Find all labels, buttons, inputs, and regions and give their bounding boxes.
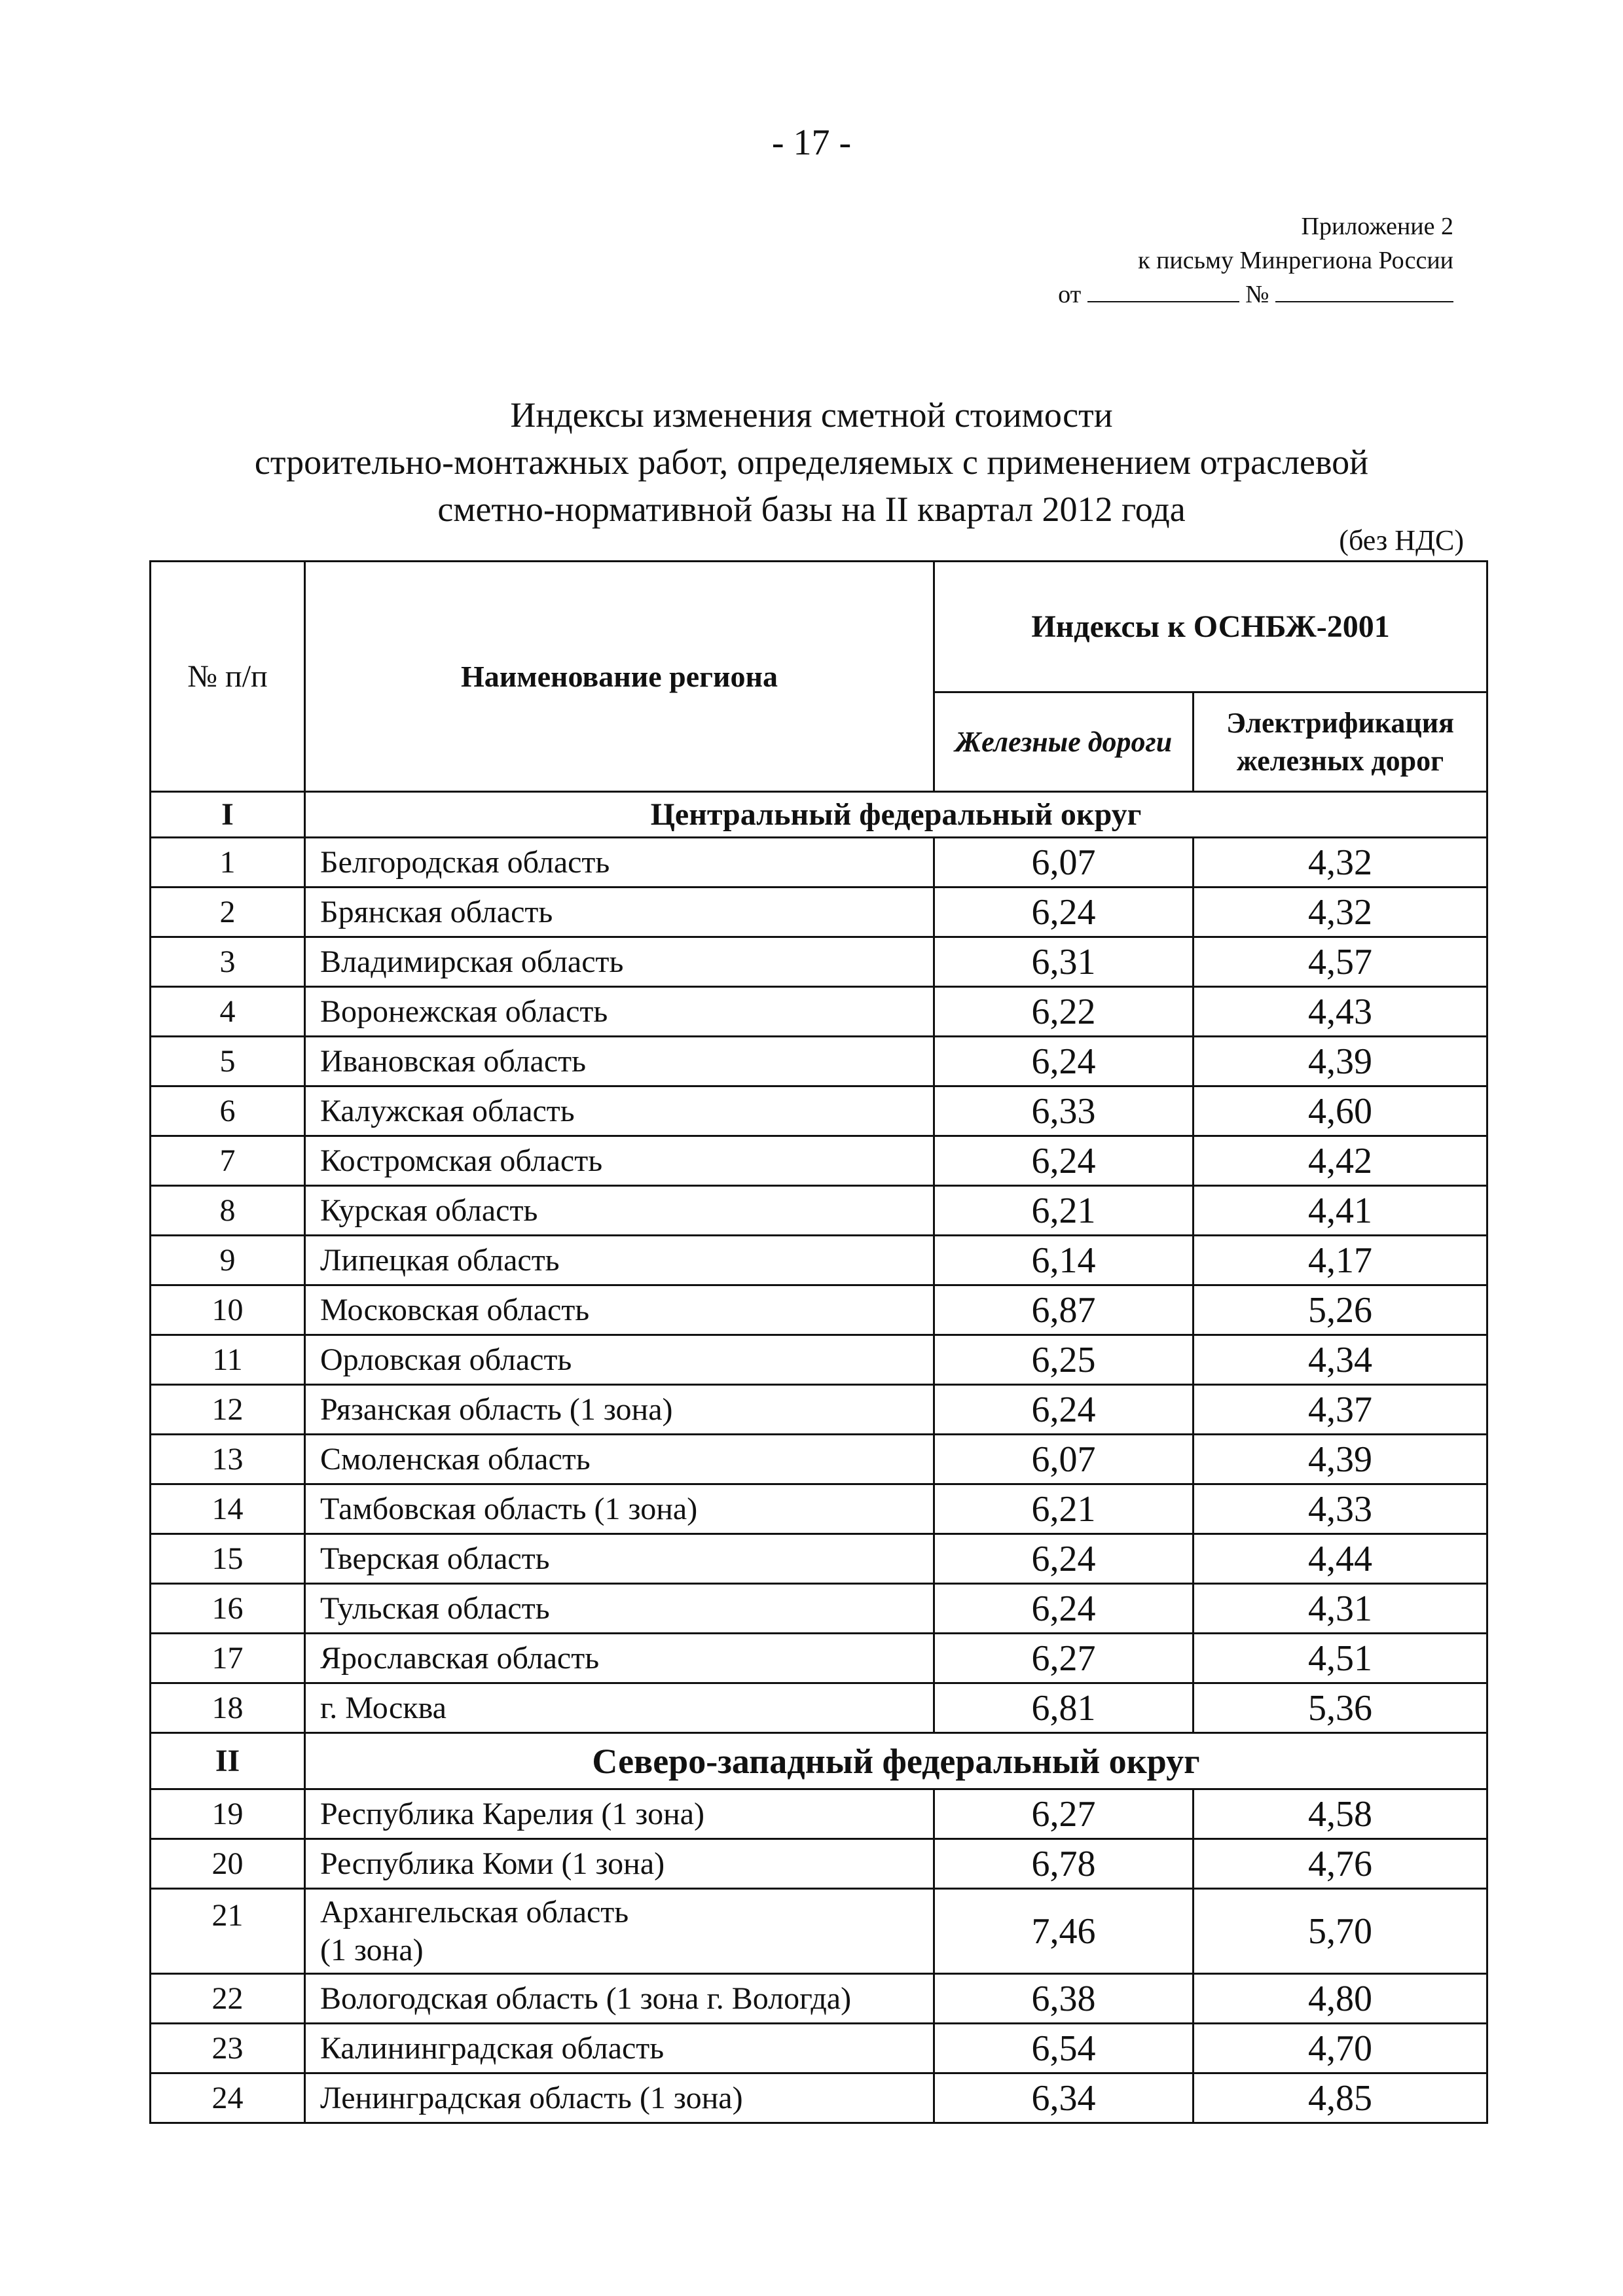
railway-index: 6,25 — [934, 1335, 1194, 1385]
region-name: Курская область — [305, 1186, 934, 1236]
table-row — [151, 1385, 1487, 1435]
region-name: Московская область — [305, 1285, 934, 1335]
row-number: 9 — [151, 1236, 305, 1285]
title-line-2: строительно-монтажных работ, определяемых с применением отраслевой — [254, 442, 1369, 482]
appendix-title: Приложение 2 — [1301, 213, 1453, 240]
electrification-index: 4,31 — [1194, 1584, 1487, 1634]
electrification-index: 4,17 — [1194, 1236, 1487, 1285]
electrification-index: 4,76 — [1194, 1839, 1487, 1889]
section-name: Центральный федеральный округ — [305, 792, 1487, 838]
table-row — [151, 1285, 1487, 1335]
electrification-index: 5,70 — [1194, 1889, 1487, 1974]
row-number: 2 — [151, 888, 305, 937]
row-number: 5 — [151, 1037, 305, 1086]
row-number: 14 — [151, 1484, 305, 1534]
table-row — [151, 1889, 1487, 1974]
electrification-index: 4,33 — [1194, 1484, 1487, 1534]
table-row — [151, 1086, 1487, 1136]
appendix-letter-ref: к письму Минрегиона России — [1138, 247, 1453, 274]
table-body — [151, 792, 1487, 2123]
railway-index: 7,46 — [934, 1889, 1194, 1974]
railway-index: 6,27 — [934, 1789, 1194, 1839]
row-number: 20 — [151, 1839, 305, 1889]
number-blank — [1275, 280, 1453, 302]
table-row — [151, 1683, 1487, 1733]
railway-index: 6,33 — [934, 1086, 1194, 1136]
table-row — [151, 1634, 1487, 1683]
electrification-index: 4,32 — [1194, 838, 1487, 888]
row-number: 17 — [151, 1634, 305, 1683]
table-row — [151, 1839, 1487, 1889]
railway-index: 6,27 — [934, 1634, 1194, 1683]
table-row — [151, 1584, 1487, 1634]
region-name: Смоленская область — [305, 1435, 934, 1484]
table-row — [151, 1435, 1487, 1484]
region-name: Тверская область — [305, 1534, 934, 1584]
railway-index: 6,07 — [934, 838, 1194, 888]
appendix-date-number-line — [1034, 278, 1453, 312]
header-railways: Железные дороги — [934, 692, 1194, 792]
railway-index: 6,34 — [934, 2073, 1194, 2123]
table-row — [151, 838, 1487, 888]
table-row — [151, 2073, 1487, 2123]
electrification-index: 4,58 — [1194, 1789, 1487, 1839]
railway-index: 6,24 — [934, 1385, 1194, 1435]
appendix-block — [1034, 209, 1453, 312]
railway-index: 6,24 — [934, 1037, 1194, 1086]
table-row — [151, 987, 1487, 1037]
railway-index: 6,14 — [934, 1236, 1194, 1285]
railway-index: 6,31 — [934, 937, 1194, 987]
header-number: № п/п — [151, 562, 305, 792]
region-name: Республика Коми (1 зона) — [305, 1839, 934, 1889]
railway-index: 6,21 — [934, 1186, 1194, 1236]
railway-index: 6,24 — [934, 1136, 1194, 1186]
row-number: 3 — [151, 937, 305, 987]
section-number: I — [151, 792, 305, 838]
electrification-index: 4,42 — [1194, 1136, 1487, 1186]
region-name: Архангельская область (1 зона) — [305, 1889, 934, 1974]
title-line-3: сметно-нормативной базы на II квартал 2012 года — [437, 490, 1186, 529]
region-name: Костромская область — [305, 1136, 934, 1186]
electrification-index: 5,26 — [1194, 1285, 1487, 1335]
row-number: 12 — [151, 1385, 305, 1435]
region-name: Орловская область — [305, 1335, 934, 1385]
document-title — [0, 391, 1623, 533]
from-label: от — [1058, 281, 1082, 308]
electrification-index: 4,70 — [1194, 2024, 1487, 2073]
table-row — [151, 2024, 1487, 2073]
railway-index: 6,24 — [934, 1534, 1194, 1584]
electrification-index: 4,51 — [1194, 1634, 1487, 1683]
row-number: 23 — [151, 2024, 305, 2073]
row-number: 4 — [151, 987, 305, 1037]
header-region: Наименование региона — [305, 562, 934, 792]
row-number: 8 — [151, 1186, 305, 1236]
row-number: 13 — [151, 1435, 305, 1484]
railway-index: 6,24 — [934, 888, 1194, 937]
section-name: Северо-западный федеральный округ — [305, 1733, 1487, 1789]
row-number: 7 — [151, 1136, 305, 1186]
header-index-group: Индексы к ОСНБЖ-2001 — [934, 562, 1487, 692]
region-name: Ивановская область — [305, 1037, 934, 1086]
section-number: II — [151, 1733, 305, 1789]
region-name: Республика Карелия (1 зона) — [305, 1789, 934, 1839]
region-name: Белгородская область — [305, 838, 934, 888]
electrification-index: 5,36 — [1194, 1683, 1487, 1733]
row-number: 1 — [151, 838, 305, 888]
region-name: Липецкая область — [305, 1236, 934, 1285]
region-name: Тульская область — [305, 1584, 934, 1634]
region-name: Ярославская область — [305, 1634, 934, 1683]
region-name: Калужская область — [305, 1086, 934, 1136]
electrification-index: 4,39 — [1194, 1037, 1487, 1086]
date-blank — [1087, 280, 1239, 302]
electrification-index: 4,37 — [1194, 1385, 1487, 1435]
region-name: Тамбовская область (1 зона) — [305, 1484, 934, 1534]
row-number: 15 — [151, 1534, 305, 1584]
region-name: Воронежская область — [305, 987, 934, 1037]
electrification-index: 4,57 — [1194, 937, 1487, 987]
table-row — [151, 888, 1487, 937]
table-row — [151, 1484, 1487, 1534]
electrification-index: 4,44 — [1194, 1534, 1487, 1584]
region-name: Владимирская область — [305, 937, 934, 987]
electrification-index: 4,80 — [1194, 1974, 1487, 2024]
section-row — [151, 1733, 1487, 1789]
electrification-index: 4,32 — [1194, 888, 1487, 937]
railway-index: 6,24 — [934, 1584, 1194, 1634]
region-name: Ленинградская область (1 зона) — [305, 2073, 934, 2123]
row-number: 18 — [151, 1683, 305, 1733]
electrification-index: 4,34 — [1194, 1335, 1487, 1385]
row-number: 11 — [151, 1335, 305, 1385]
table-row — [151, 1136, 1487, 1186]
row-number: 19 — [151, 1789, 305, 1839]
region-name: Калининградская область — [305, 2024, 934, 2073]
index-table — [149, 560, 1488, 2124]
vat-note: (без НДС) — [1339, 524, 1464, 556]
header-electrification: Электрификация железных дорог — [1194, 692, 1487, 792]
railway-index: 6,78 — [934, 1839, 1194, 1889]
table-row — [151, 1789, 1487, 1839]
table-row — [151, 937, 1487, 987]
table-row — [151, 1974, 1487, 2024]
region-name: Брянская область — [305, 888, 934, 937]
railway-index: 6,21 — [934, 1484, 1194, 1534]
railway-index: 6,22 — [934, 987, 1194, 1037]
title-line-1: Индексы изменения сметной стоимости — [510, 395, 1113, 435]
electrification-index: 4,85 — [1194, 2073, 1487, 2123]
section-row — [151, 792, 1487, 838]
region-name: г. Москва — [305, 1683, 934, 1733]
page-number: - 17 - — [771, 122, 852, 163]
row-number: 10 — [151, 1285, 305, 1335]
table-row — [151, 1335, 1487, 1385]
row-number: 22 — [151, 1974, 305, 2024]
table-row — [151, 1236, 1487, 1285]
table-row — [151, 1037, 1487, 1086]
railway-index: 6,07 — [934, 1435, 1194, 1484]
table-row — [151, 1534, 1487, 1584]
row-number: 24 — [151, 2073, 305, 2123]
railway-index: 6,87 — [934, 1285, 1194, 1335]
electrification-index: 4,43 — [1194, 987, 1487, 1037]
table-header — [151, 562, 1487, 792]
railway-index: 6,54 — [934, 2024, 1194, 2073]
region-name: Рязанская область (1 зона) — [305, 1385, 934, 1435]
railway-index: 6,81 — [934, 1683, 1194, 1733]
number-label: № — [1245, 281, 1269, 308]
region-name: Вологодская область (1 зона г. Вологда) — [305, 1974, 934, 2024]
row-number: 21 — [151, 1889, 305, 1974]
railway-index: 6,38 — [934, 1974, 1194, 2024]
table-row — [151, 1186, 1487, 1236]
electrification-index: 4,39 — [1194, 1435, 1487, 1484]
row-number: 16 — [151, 1584, 305, 1634]
row-number: 6 — [151, 1086, 305, 1136]
electrification-index: 4,41 — [1194, 1186, 1487, 1236]
electrification-index: 4,60 — [1194, 1086, 1487, 1136]
